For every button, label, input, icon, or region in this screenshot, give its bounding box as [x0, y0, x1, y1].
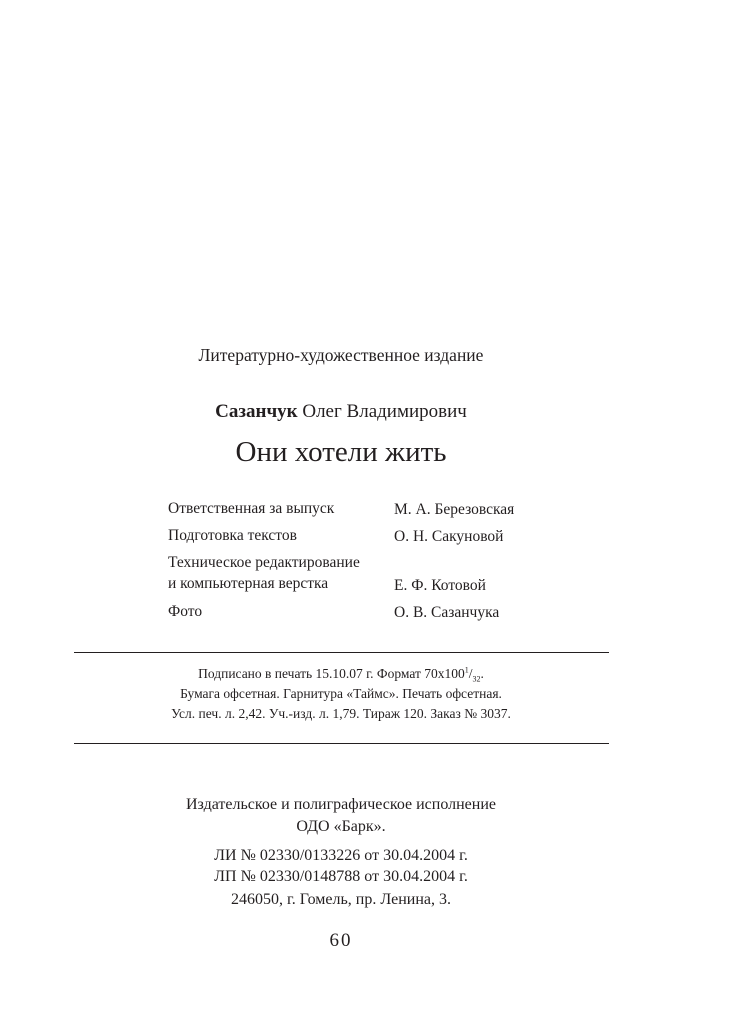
- author-given-names: Олег Владимирович: [302, 401, 467, 422]
- credit-row: [168, 498, 588, 525]
- credit-name: О. В. Сазанчука: [394, 604, 500, 621]
- format-numerator: 1: [464, 665, 469, 675]
- publisher-line1: Издательское и полиграфическое исполнение: [186, 796, 496, 813]
- credit-row: [168, 601, 588, 628]
- license-li: ЛИ № 02330/0133226 от 30.04.2004 г.: [214, 847, 468, 864]
- imprint-line3: Усл. печ. л. 2,42. Уч.-изд. л. 1,79. Тираж 120. Заказ № 3037.: [171, 706, 511, 721]
- publisher-block: [0, 794, 682, 838]
- license-lp: ЛП № 02330/0148788 от 30.04.2004 г.: [214, 868, 468, 885]
- author-surname: Сазанчук: [215, 401, 298, 422]
- publisher-address: 246050, г. Гомель, пр. Ленина, 3.: [231, 891, 451, 908]
- publisher-line2: ОДО «Барк».: [296, 818, 386, 835]
- format-denominator: 32: [472, 674, 481, 684]
- imprint-block: [0, 664, 682, 724]
- imprint-line1-suffix: .: [480, 666, 484, 681]
- credit-name: М. А. Березовская: [394, 501, 515, 518]
- credit-role-line1: Техническое редактирование: [168, 554, 360, 571]
- page-number: 60: [329, 930, 353, 951]
- credit-role: Подготовка текстов: [168, 527, 297, 544]
- credit-role: Ответственная за выпуск: [168, 500, 335, 517]
- imprint-line2: Бумага офсетная. Гарнитура «Таймс». Печать офсетная.: [180, 686, 502, 701]
- licenses-block: [0, 845, 682, 887]
- credit-name: Е. Ф. Котовой: [394, 577, 486, 594]
- divider-bottom: [74, 743, 609, 744]
- credit-row: [168, 552, 588, 601]
- credit-row: [168, 525, 588, 552]
- credit-role-line2: и компьютерная верстка: [168, 575, 329, 592]
- imprint-line1: Подписано в печать 15.10.07 г. Формат $70x100^1/_{32}$.: [198, 665, 484, 684]
- book-title: Они хотели жить: [235, 436, 447, 468]
- credits-list: [168, 498, 588, 628]
- divider-top: [74, 652, 609, 653]
- imprint-line1-text: Подписано в печать 15.10.07 г. Формат 70x100: [198, 666, 465, 681]
- credit-role: [168, 552, 360, 594]
- credit-role: Фото: [168, 603, 203, 620]
- genre-line: Литературно-художественное издание: [198, 345, 484, 365]
- author-line: [0, 401, 682, 423]
- credit-name: О. Н. Сакуновой: [394, 528, 504, 545]
